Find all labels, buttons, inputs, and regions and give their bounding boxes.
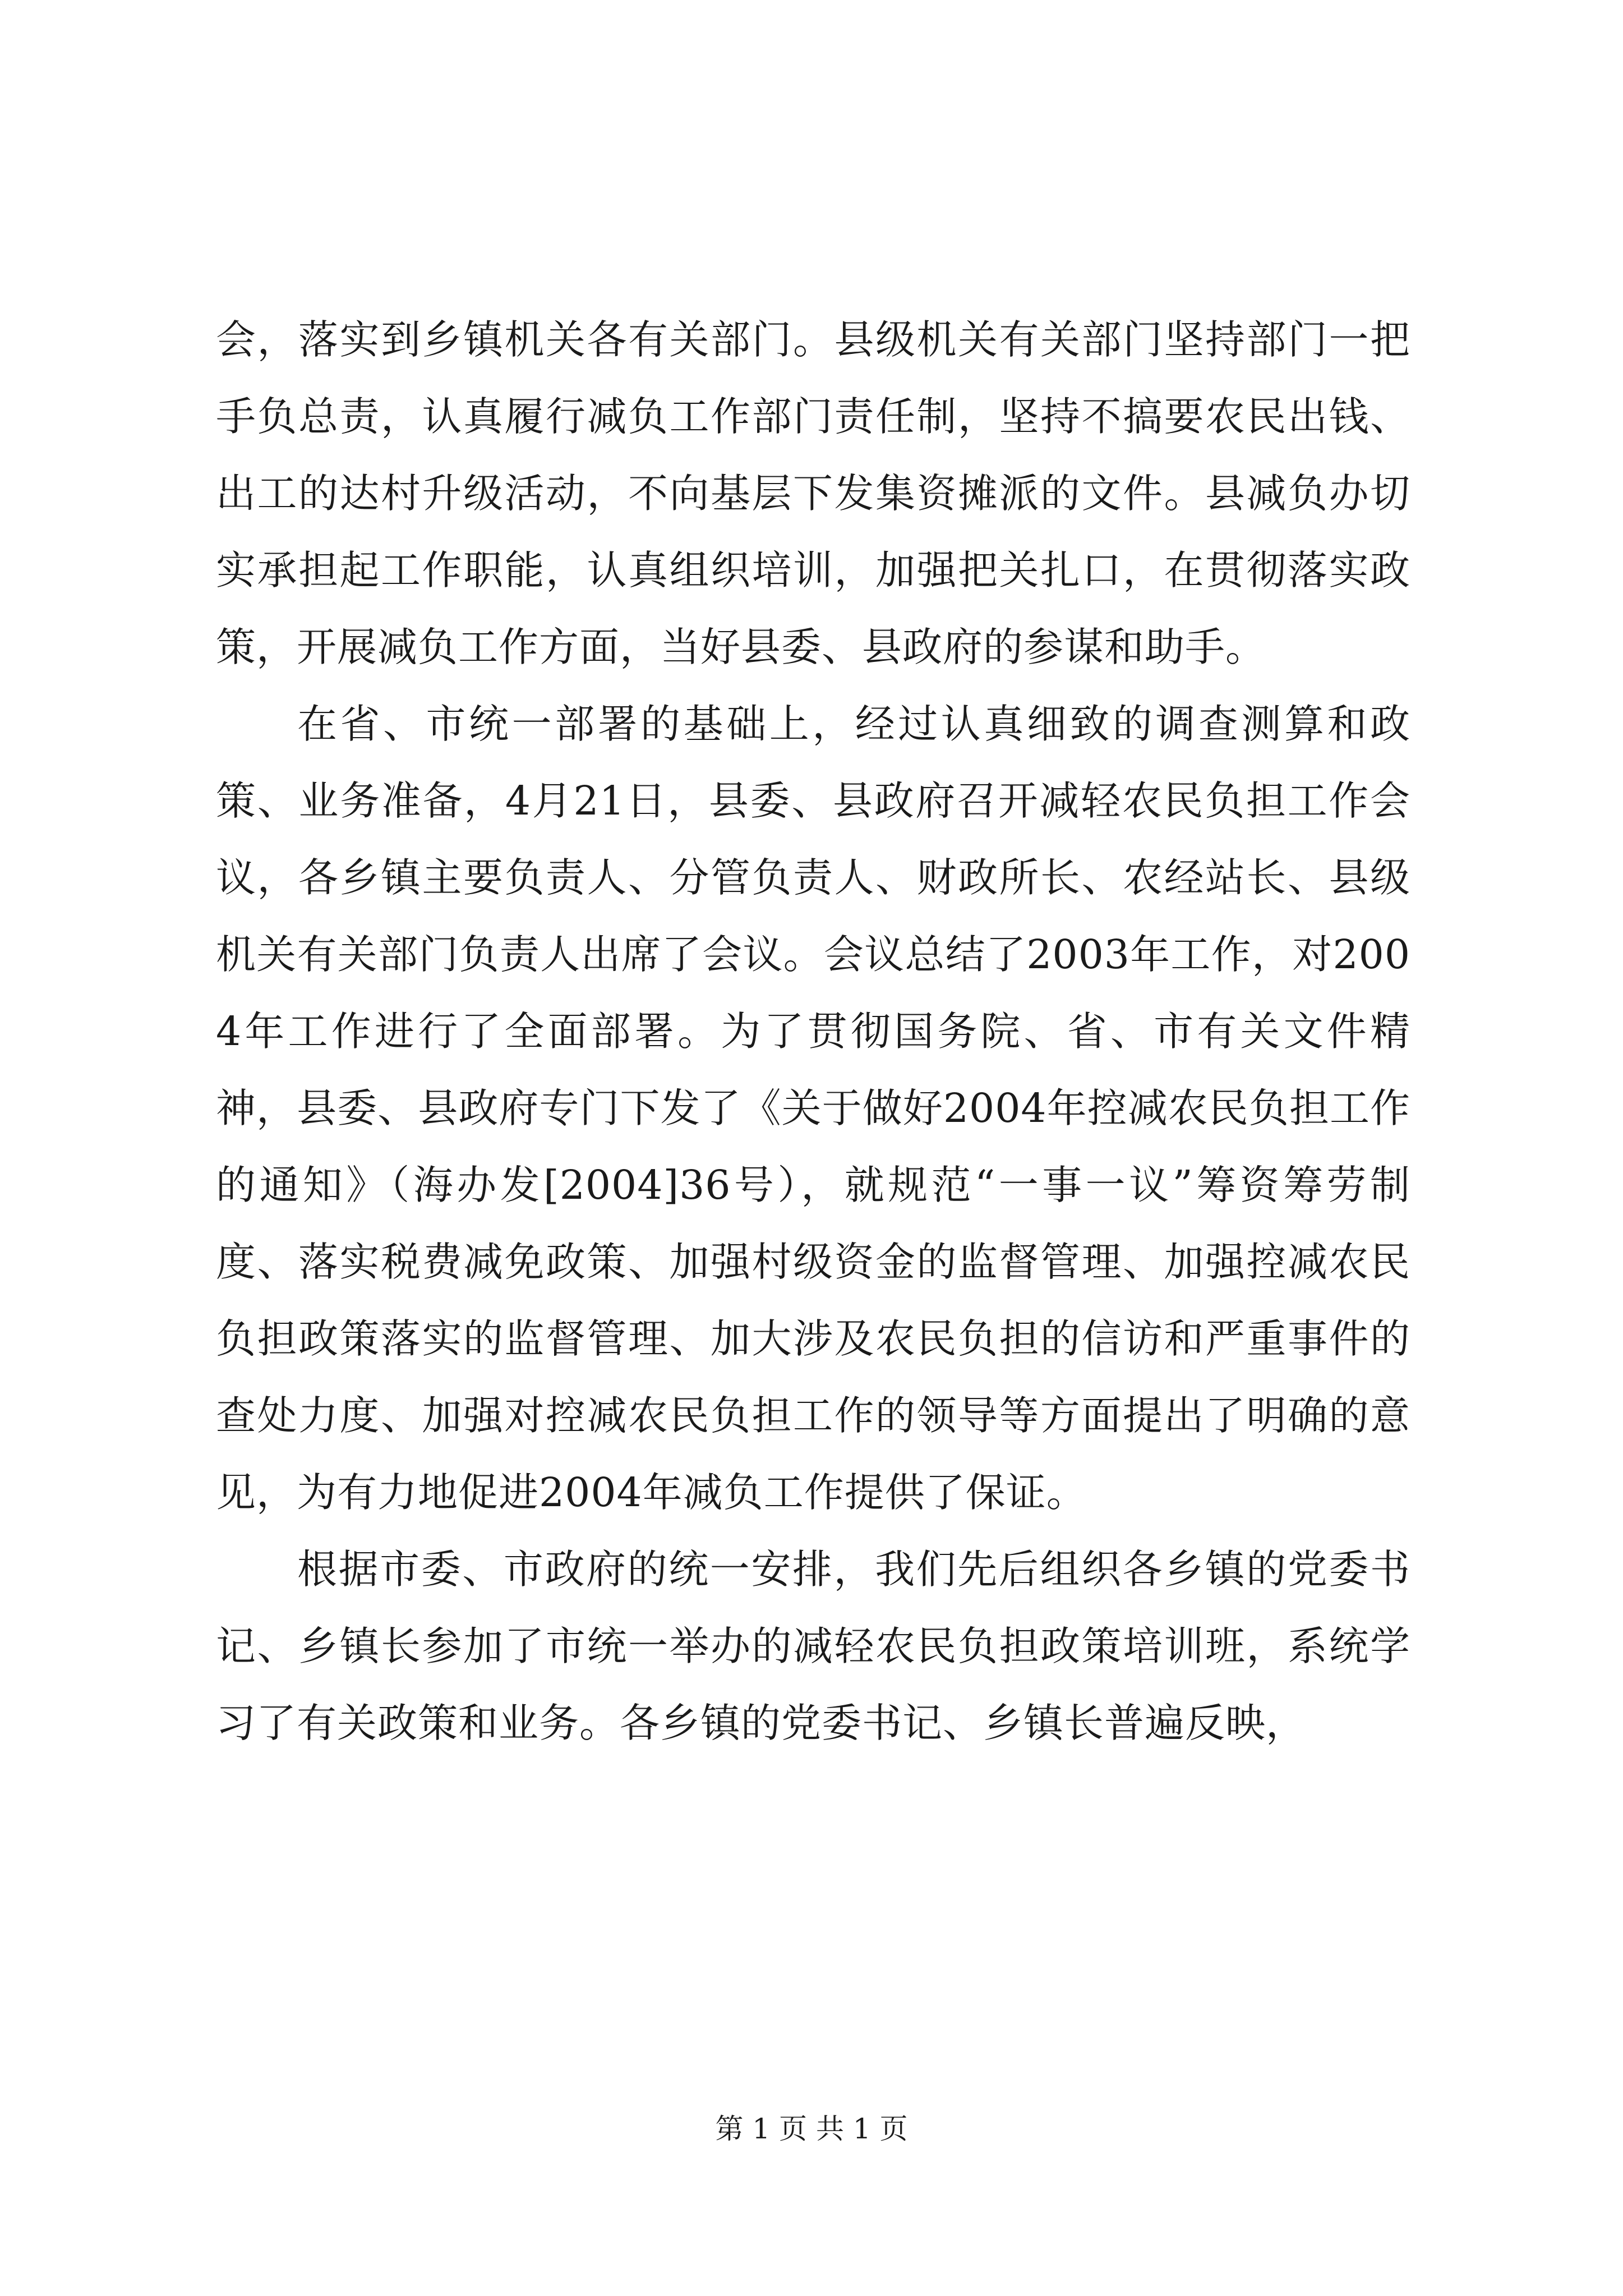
paragraph-1: 会，落实到乡镇机关各有关部门。县级机关有关部门坚持部门一把手负总责，认真履行减负工作部门责任制，坚持不搞要农民出钱、出工的达村升级活动，不向基层下发集资摊派的文件。县减负办切实承担起工作职能，认真组织培训，加强把关扎口，在贯彻落实政策，开展减负工作方面，当好县委、县政府的参谋和助手。	[216, 316, 1410, 670]
page-footer: 第 1 页 共 1 页	[715, 2113, 908, 2145]
document-body	[216, 301, 1410, 1761]
paragraph-2: 在省、市统一部署的基础上，经过认真细致的调查测算和政策、业务准备，4月21日，县委、县政府召开减轻农民负担工作会议，各乡镇主要负责人、分管负责人、财政所长、农经站长、县级机关有关部门负责人出席了会议。会议总结了2003年工作，对2004年工作进行了全面部署。为了贯彻国务院、省、市有关文件精神，县委、县政府专门下发了《关于做好2004年控减农民负担工作的通知》（海办发[2004]36号），就规范“一事一议”筹资筹劳制度、落实税费减免政策、加强村级资金的监督管理、加强控减农民负担政策落实的监督管理、加大涉及农民负担的信访和严重事件的查处力度、加强对控减农民负担工作的领导等方面提出了明确的意见，为有力地促进2004年减负工作提供了保证。	[216, 701, 1410, 1516]
paragraph-3: 根据市委、市政府的统一安排，我们先后组织各乡镇的党委书记、乡镇长参加了市统一举办的减轻农民负担政策培训班，系统学习了有关政策和业务。各乡镇的党委书记、乡镇长普遍反映，	[216, 1546, 1410, 1746]
